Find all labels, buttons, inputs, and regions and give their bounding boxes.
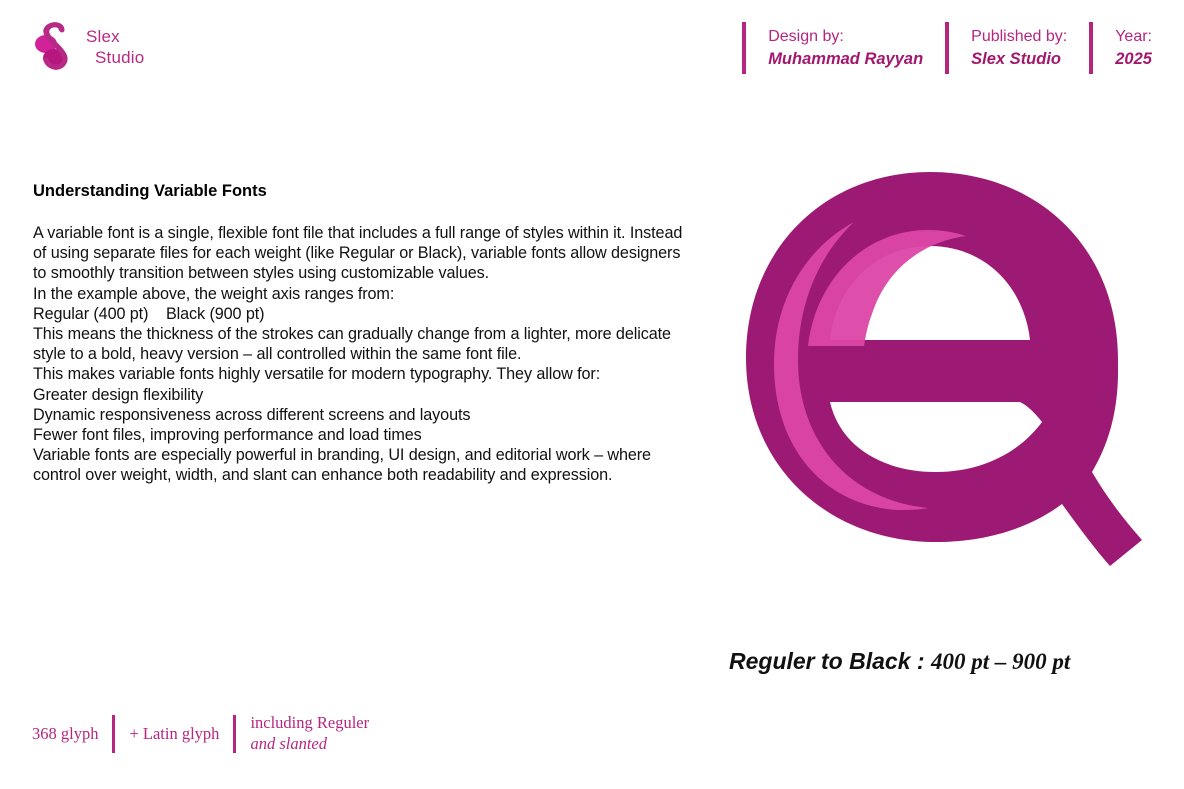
- article-paragraph-2: In the example above, the weight axis ranges from:: [33, 284, 395, 303]
- article-paragraph-9: Variable fonts are especially powerful in branding, UI design, and editorial work – where control over weight, width, and slant can enhance both readability and expression.: [33, 446, 651, 485]
- credit-published-by-value: Slex Studio: [971, 49, 1062, 68]
- credit-design-by-label: Design by:: [768, 28, 844, 46]
- page-header: [0, 0, 1184, 100]
- credit-published-by-label: Published by:: [971, 28, 1068, 46]
- footer-including-line2: and slanted: [250, 734, 327, 753]
- footer-including-line1: including Reguler: [250, 713, 370, 733]
- footer-glyph-count: 368 glyph: [32, 723, 99, 743]
- specimen-caption: [729, 648, 1070, 675]
- credit-design-by: [746, 22, 945, 74]
- footer-latin-glyph: + Latin glyph: [129, 723, 220, 743]
- brand-name-line2: Studio: [95, 48, 145, 67]
- credit-year: [1093, 22, 1156, 74]
- article-weight-axis-values: Regular (400 pt) Black (900 pt): [33, 304, 265, 323]
- page-title: Understanding Variable Fonts: [33, 182, 267, 200]
- footer-including: [236, 715, 383, 753]
- credits-bar: [742, 22, 1156, 74]
- specimen-caption-label: Reguler to Black :: [729, 648, 925, 674]
- specimen-caption-range: 400 pt – 900 pt: [930, 649, 1071, 674]
- article-paragraph-5: This makes variable fonts highly versatile for modern typography. They allow for:: [33, 365, 601, 384]
- article-bullet-3: Fewer font files, improving performance and load times: [33, 426, 422, 445]
- credit-published-by: [949, 22, 1089, 74]
- brand-logo[interactable]: [32, 22, 144, 72]
- brand-name-line1: Slex: [86, 26, 120, 46]
- credit-year-value: 2025: [1115, 49, 1152, 68]
- brand-name: [86, 26, 144, 69]
- article-paragraph-1: A variable font is a single, flexible font file that includes a full range of styles within it. Instead of using separate files for each weight (like Regular or Black), variable fonts allow designers to smoothly transition between styles using customizable values.: [33, 224, 683, 283]
- article-bullet-1: Greater design flexibility: [33, 385, 204, 404]
- page-footer: [32, 715, 383, 753]
- article-body: [33, 182, 693, 486]
- credit-design-by-value: Muhammad Rayyan: [768, 49, 924, 68]
- credit-year-label: Year:: [1115, 28, 1152, 46]
- article-bullet-2: Dynamic responsiveness across different screens and layouts: [33, 405, 471, 424]
- article-paragraph-4: This means the thickness of the strokes can gradually change from a lighter, more delicate style to a bold, heavy version – all controlled within the same font file.: [33, 325, 671, 364]
- ampersand-logo-icon: [32, 22, 76, 72]
- specimen-glyph: [690, 150, 1160, 620]
